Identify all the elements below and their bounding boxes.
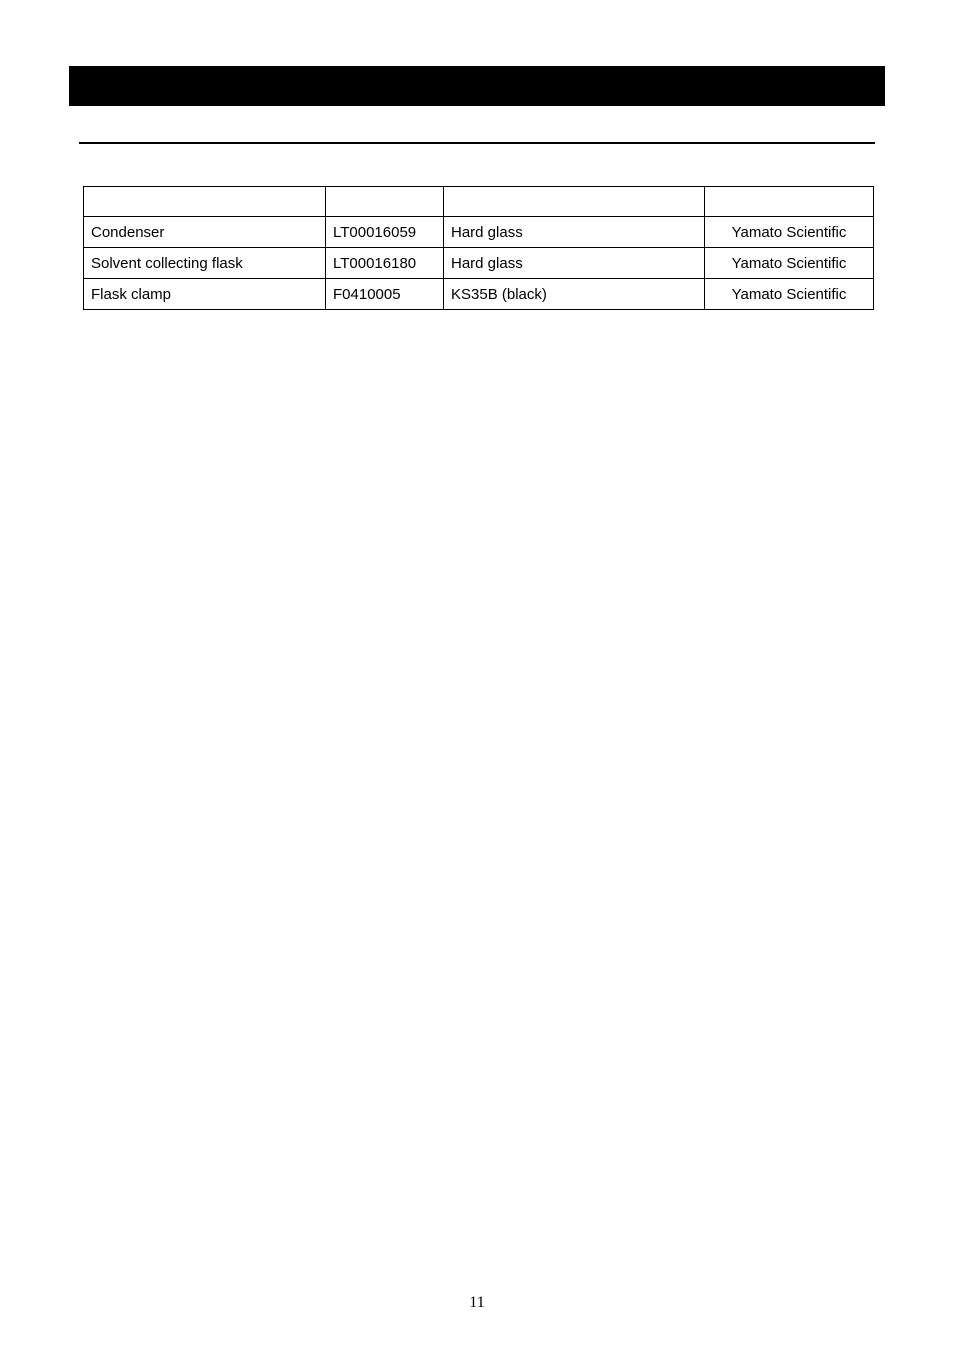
section-header-bar bbox=[69, 66, 885, 106]
table-header-row bbox=[84, 187, 874, 217]
section-divider bbox=[79, 142, 875, 144]
table-row bbox=[84, 279, 874, 310]
part-name-cell: Condenser bbox=[84, 217, 326, 248]
header-cell-code bbox=[326, 187, 444, 217]
part-code-cell: LT00016059 bbox=[326, 217, 444, 248]
part-spec-cell: Hard glass bbox=[444, 217, 705, 248]
part-name-cell: Solvent collecting flask bbox=[84, 248, 326, 279]
part-spec-cell: KS35B (black) bbox=[444, 279, 705, 310]
part-code-cell: LT00016180 bbox=[326, 248, 444, 279]
table-row bbox=[84, 217, 874, 248]
table-row bbox=[84, 248, 874, 279]
part-maker-cell: Yamato Scientific bbox=[705, 248, 874, 279]
header-cell-maker bbox=[705, 187, 874, 217]
part-maker-cell: Yamato Scientific bbox=[705, 279, 874, 310]
header-cell-name bbox=[84, 187, 326, 217]
part-code-cell: F0410005 bbox=[326, 279, 444, 310]
parts-table bbox=[83, 186, 874, 310]
page-number: 11 bbox=[469, 1294, 485, 1311]
part-maker-cell: Yamato Scientific bbox=[705, 217, 874, 248]
part-spec-cell: Hard glass bbox=[444, 248, 705, 279]
part-name-cell: Flask clamp bbox=[84, 279, 326, 310]
header-cell-spec bbox=[444, 187, 705, 217]
